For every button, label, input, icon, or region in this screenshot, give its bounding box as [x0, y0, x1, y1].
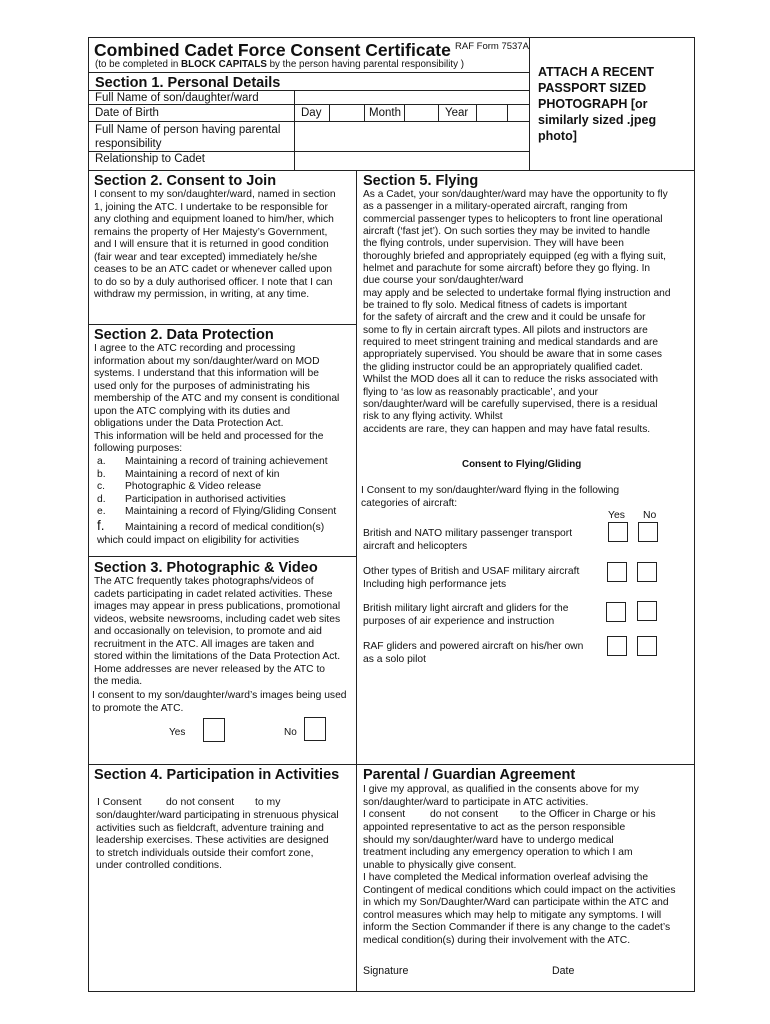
section3-consent: [92, 690, 347, 715]
photo-line: similarly sized .jpeg: [538, 113, 657, 127]
text-line: aircraft and helicopters: [363, 540, 468, 552]
dob-year-label: Year: [445, 107, 469, 119]
text-line: to promote the ATC.: [92, 702, 184, 714]
text-line: unable to physically give consent.: [363, 859, 517, 871]
text-line: I have completed the Medical information overleaf advising the: [363, 872, 649, 884]
text-line: treatment including any emergency operation to which I am: [363, 847, 633, 859]
text-line: As a Cadet, your son/daughter/ward may have the opportunity to fly: [363, 189, 668, 200]
subtitle-prefix: (to be completed in: [95, 59, 182, 70]
text-line: appropriately supervised. You should be aware that in some cases: [363, 349, 663, 361]
text-line: commercial passenger types to helicopters to front line operational: [363, 213, 663, 225]
parent-name-label-line: responsibility: [95, 137, 162, 150]
agreement-title: Parental / Guardian Agreement: [363, 767, 576, 783]
agreement-text-a: [363, 784, 639, 809]
purpose-text: Participation in authorised activities: [125, 493, 286, 505]
purpose-letter: b.: [97, 468, 106, 480]
text-line: be trained to fly solo. Medical fitness of cadets is important: [363, 300, 627, 312]
photo-line: PASSPORT SIZED: [538, 81, 647, 95]
flying-consent-intro: [361, 485, 619, 510]
text-line: I consent to my son/daughter/ward, named in section: [94, 189, 336, 200]
signature-field[interactable]: [416, 960, 536, 980]
text-line: the gliding instructor could be an appropriately qualified cadet.: [363, 361, 643, 373]
text-line: following purposes:: [94, 443, 183, 455]
flying-yes-header: Yes: [608, 510, 625, 521]
category-4-yes-checkbox[interactable]: [607, 636, 627, 656]
flying-no-header: No: [643, 510, 657, 521]
text-line: I Consent to my son/daughter/ward flying in the following: [361, 485, 620, 496]
text-line: Contingent of medical conditions which could impact on the activities: [363, 884, 676, 896]
purpose-text: Maintaining a record of medical condition(s): [125, 521, 325, 533]
text-line: as a solo pilot: [363, 653, 426, 665]
dob-month-field[interactable]: [405, 105, 437, 120]
category-3-yes-checkbox[interactable]: [606, 602, 626, 622]
text-line: flying to ‘as low as reasonably practicable’, and your: [363, 386, 599, 398]
section4-text: [96, 810, 339, 873]
text-line: videos, website newsrooms, including cadet web sites: [94, 613, 341, 625]
text-line: Home addresses are never released by the ATC to: [94, 663, 326, 675]
text-line: I agree to the ATC recording and processing: [94, 343, 296, 354]
text-line: son/daughter/ward participating in strenuous physical: [96, 810, 339, 821]
page-title: Combined Cadet Force Consent Certificate: [94, 40, 451, 60]
text-line: to do so by a duly authorised officer. I note that I can: [94, 276, 333, 288]
aircraft-category-2: [363, 566, 579, 591]
subtitle-suffix: by the person having parental responsibility ): [266, 59, 464, 70]
purpose-letter: d.: [97, 493, 106, 505]
purpose-letter: a.: [97, 456, 106, 467]
date-label: Date: [552, 965, 575, 977]
text-line: son/daughter/ward will be carefully supervised, there is a residual: [363, 398, 658, 410]
consent-text: to the Officer in Charge or his: [520, 809, 656, 820]
text-line: Other types of British and USAF military aircraft: [363, 566, 580, 577]
text-line: used only for the purposes of administrating his: [94, 380, 310, 392]
text-line: systems. I understand that this information will be: [94, 368, 319, 380]
text-line: accidents are rare, they can happen and may have fatal results.: [363, 423, 651, 435]
section5-title: Section 5. Flying: [363, 173, 479, 189]
list-item: [97, 481, 336, 494]
text-line: information about my son/daughter/ward on MOD: [94, 355, 320, 367]
text-line: control measures which may help to mitigate any symptoms. I will: [363, 909, 662, 921]
agreement-text-b: [363, 822, 676, 947]
section2-data-protection-title: Section 2. Data Protection: [94, 327, 274, 343]
text-line: leadership exercises. These activities are designed: [96, 835, 329, 847]
agreement-consent-choice: [363, 809, 656, 822]
text-line: inform the Section Commander if there is any change to the cadet’s: [363, 922, 671, 934]
dob-year-field[interactable]: [477, 105, 506, 120]
text-line: activities such as fieldcraft, adventure training and: [96, 822, 324, 834]
text-line: thoroughly briefed and appropriately equipped (eg with a flying suit,: [363, 250, 666, 262]
list-item: [97, 506, 336, 519]
text-line: should my son/daughter/ward have to undergo medical: [363, 834, 614, 846]
category-1-no-checkbox[interactable]: [638, 522, 658, 542]
text-line: and occasionally on television, to promote and aid: [94, 626, 322, 638]
section3-text: [94, 576, 340, 689]
section5-text: [363, 189, 671, 436]
text-line: aircraft (‘fast jet’). On such sorties they may be invited to handle: [363, 226, 651, 238]
text-line: for the safety of aircraft and the crew and it could be unsafe for: [363, 312, 646, 324]
category-3-no-checkbox[interactable]: [637, 601, 657, 621]
full-name-field[interactable]: [296, 91, 529, 103]
parent-name-field[interactable]: [296, 122, 529, 150]
text-line: recruitment in the ATC. All images are taken and: [94, 638, 315, 650]
parent-name-label-line: Full Name of person having parental: [95, 124, 281, 136]
category-2-yes-checkbox[interactable]: [607, 562, 627, 582]
list-item: [97, 517, 336, 535]
aircraft-category-1: [363, 528, 572, 553]
parent-name-label: [95, 124, 280, 151]
text-line: membership of the ATC and my consent is conditional: [94, 393, 340, 405]
text-line: in which my Son/Daughter/Ward can participate within the ATC and: [363, 897, 669, 909]
text-line: ceases to be an ATC cadet or whenever called upon: [94, 264, 332, 276]
section2-data-protection-text: [94, 343, 339, 456]
text-line: images may appear in press publications, promotional: [94, 601, 341, 613]
section1-title: Section 1. Personal Details: [95, 75, 281, 91]
section3-title: Section 3. Photographic & Video: [94, 560, 318, 576]
aircraft-category-3: [363, 603, 568, 628]
text-line: the flying controls, under supervision. They will have been: [363, 238, 624, 250]
relationship-label: Relationship to Cadet: [95, 153, 205, 165]
text-line: The ATC frequently takes photographs/videos of: [94, 576, 314, 587]
text-line: cadets participating in cadet related activities. These: [94, 588, 333, 600]
dob-day-field[interactable]: [330, 105, 363, 120]
purpose-letter: c.: [97, 481, 106, 493]
text-line: the media.: [94, 676, 143, 688]
purpose-f-continued: which could impact on eligibility for activities: [97, 535, 300, 546]
list-item: [97, 469, 336, 482]
relationship-field[interactable]: [296, 152, 529, 169]
purpose-text: Maintaining a record of Flying/Gliding Consent: [125, 506, 337, 518]
category-1-yes-checkbox[interactable]: [608, 522, 628, 542]
category-4-no-checkbox[interactable]: [637, 636, 657, 656]
purpose-text: Maintaining a record of next of kin: [125, 468, 280, 480]
dob-label: Date of Birth: [95, 107, 159, 119]
purpose-letter: e.: [97, 506, 106, 518]
text-line: son/daughter/ward to participate in ATC activities.: [363, 796, 589, 808]
purposes-list: [97, 456, 336, 534]
text-line: appointed representative to act as the person responsible: [363, 822, 626, 833]
text-line: withdraw my permission, in writing, at any time.: [94, 289, 310, 301]
do-not-consent-option[interactable]: do not consent: [166, 797, 235, 808]
photo-line: PHOTOGRAPH [or: [538, 97, 648, 111]
photo-consent-no-label: No: [284, 727, 297, 738]
signature-label: Signature: [363, 965, 409, 977]
flying-consent-title: Consent to Flying/Gliding: [462, 459, 582, 470]
text-line: British military light aircraft and gliders for the: [363, 603, 569, 614]
text-line: under controlled conditions.: [96, 860, 222, 872]
text-line: helmet and parachute for some aircraft) before they go flying. In: [363, 263, 651, 275]
text-line: remains the property of Her Majesty’s Government,: [94, 226, 328, 238]
consent-text: to my: [255, 797, 281, 808]
aircraft-category-4: [363, 641, 583, 666]
text-line: stored within the limitations of the Data Protection Act.: [94, 651, 341, 663]
text-line: British and NATO military passenger transport: [363, 528, 573, 539]
purpose-text: Photographic & Video release: [125, 481, 262, 493]
section4-title: Section 4. Participation in Activities: [94, 767, 340, 783]
photo-consent-yes-label: Yes: [169, 727, 186, 738]
do-not-consent-option[interactable]: do not consent: [430, 809, 499, 820]
photo-line: photo]: [538, 129, 577, 143]
text-line: required to meet stringent training and medical standards and are: [363, 337, 659, 349]
text-line: categories of aircraft:: [361, 497, 458, 509]
text-line: Including high performance jets: [363, 578, 507, 590]
text-line: obligations under the Data Protection Act.: [94, 418, 284, 430]
text-line: upon the ATC complying with its duties and: [94, 405, 291, 417]
subtitle-bold: BLOCK CAPITALS: [181, 59, 267, 70]
text-line: to stretch individuals outside their comfort zone,: [96, 847, 314, 859]
text-line: any clothing and equipment loaned to him/her, which: [94, 214, 334, 226]
text-line: I consent to my son/daughter/ward’s images being used: [92, 690, 347, 701]
form-reference: RAF Form 7537A: [455, 41, 529, 52]
photo-consent-yes-checkbox[interactable]: [203, 718, 225, 742]
category-2-no-checkbox[interactable]: [637, 562, 657, 582]
section2-consent-title: Section 2. Consent to Join: [94, 173, 277, 189]
text-line: I give my approval, as qualified in the consents above for my: [363, 784, 639, 795]
text-line: medical condition(s) during their involvement with the ATC.: [363, 934, 631, 946]
text-line: risk to any flying activity. Whilst: [363, 411, 503, 423]
text-line: due course your son/daughter/ward: [363, 275, 524, 287]
full-name-label: Full Name of son/daughter/ward: [95, 92, 259, 104]
purpose-letter: f.: [97, 517, 105, 533]
consent-option[interactable]: I Consent: [97, 797, 142, 808]
text-line: as a passenger in a military-operated aircraft, ranging from: [363, 201, 628, 213]
text-line: may apply and be selected to undertake formal flying instruction and: [363, 287, 671, 299]
purpose-text: Maintaining a record of training achievement: [125, 456, 328, 467]
consent-option[interactable]: I consent: [363, 809, 406, 820]
dob-month-label: Month: [369, 107, 401, 119]
list-item: [97, 494, 336, 507]
text-line: some to fly in certain aircraft types. All pilots and instructors are: [363, 324, 648, 336]
text-line: This information will be held and processed for the: [94, 430, 324, 442]
form-subtitle: [95, 59, 464, 72]
text-line: 1, joining the ATC. I undertake to be responsible for: [94, 201, 328, 213]
text-line: purposes of air experience and instruction: [363, 615, 555, 627]
text-line: RAF gliders and powered aircraft on his/her own: [363, 641, 584, 652]
photo-line: ATTACH A RECENT: [538, 65, 654, 79]
text-line: and I will ensure that it is returned in good condition: [94, 239, 329, 251]
photo-placeholder[interactable]: [538, 64, 656, 144]
list-item: [97, 456, 336, 469]
date-field[interactable]: [580, 960, 685, 980]
section4-consent-choice: [97, 797, 281, 810]
text-line: (fair wear and tear excepted) immediately he/she: [94, 251, 318, 263]
text-line: Whilst the MOD does all it can to reduce the risks associated with: [363, 374, 658, 386]
dob-day-label: Day: [301, 107, 322, 119]
section2-consent-text: [94, 189, 336, 302]
photo-consent-no-checkbox[interactable]: [304, 717, 326, 741]
